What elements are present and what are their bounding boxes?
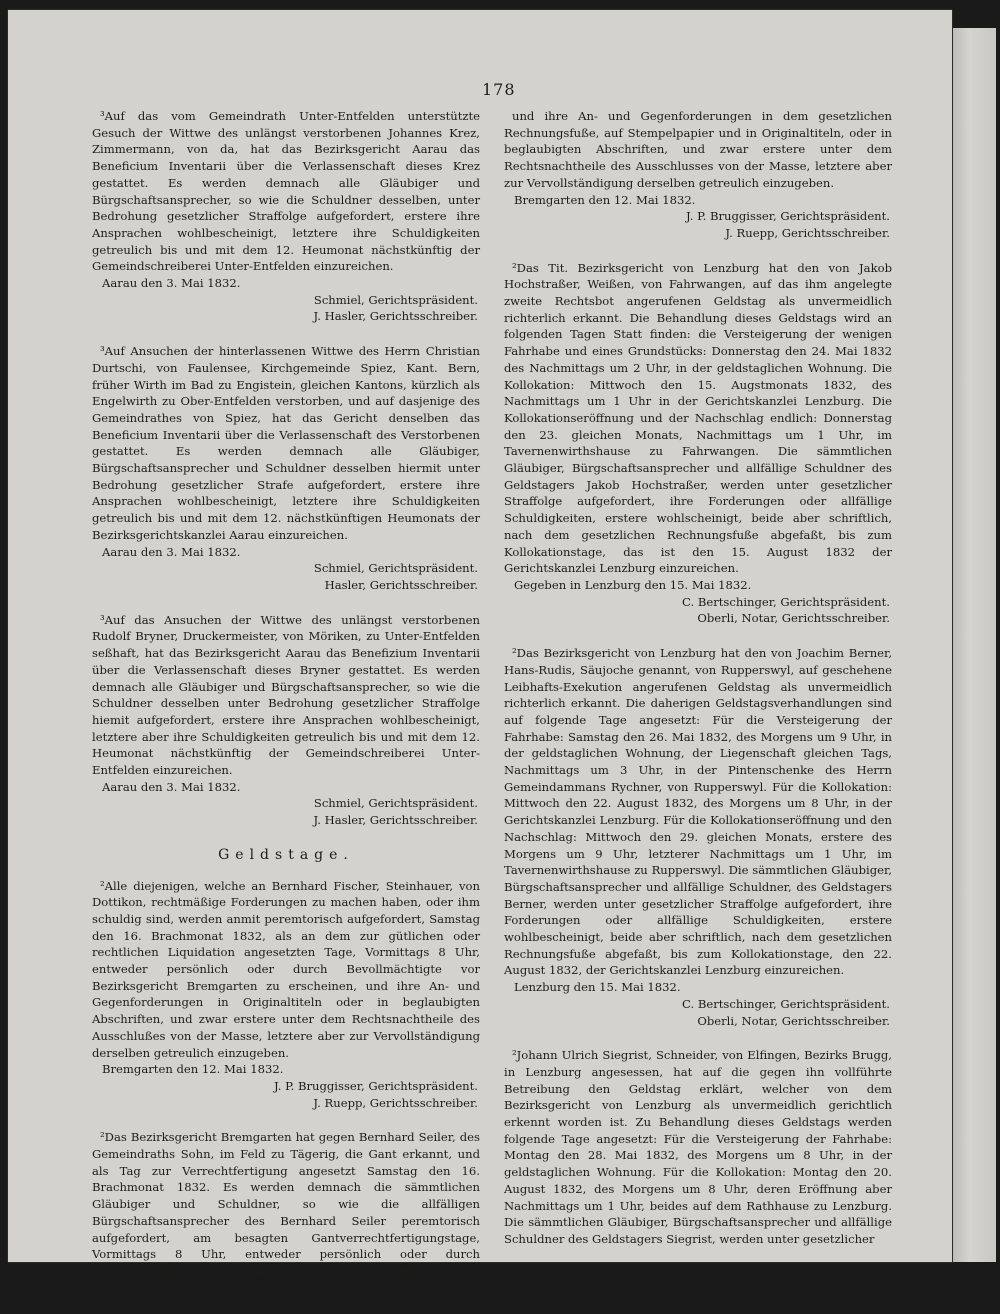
notice-date: Bremgarten den 12. Mai 1832.	[102, 1062, 284, 1077]
notice-text: ²Alle diejenigen, welche an Bernhard Fischer, Steinhauer, von Dottikon, rechtmäßige Forderungen zu machen haben, oder ihm schuldig sind, werden anmit peremtorisch aufgefordert, Samstag den 16. Brachmonat 1832, als an dem zur gütlichen oder rechtlichen Liquidation angesetzten Tage, Vormittags 8 Uhr, entweder persönlich oder durch Bevollmächtigte vor Bezirksgericht Bremgarten zu erscheinen, und ihre An- und Gegenforderungen in Originaltiteln oder in beglaubigten Abschriften, und zwar erstere unter dem Rechtsnachtheile des Ausschlußes von der Masse, letztere aber zur Vervollständigung derselben getreulich einzugeben.	[92, 878, 480, 1060]
notice-entry	[504, 1047, 892, 1247]
notice-signature: J. Ruepp, Gerichtsschreiber.	[725, 225, 890, 240]
notice-text: ²Das Bezirksgericht von Lenzburg hat den von Joachim Berner, Hans-Rudis, Säujoche genannt, von Rupperswyl, auf geschehene Leibhafts-Exekution angerufenen Geldstag als unvermeidlich richterlich erkannt. Die daherigen Geldstagsverhandlungen sind auf folgende Tage angesetzt: Für die Versteigerung der Fahrhabe: Samstag den 26. Mai 1832, des Morgens um 9 Uhr, in der geldstaglichen Wohnung, der Liegenschaft gleichen Tags, Nachmittags um 3 Uhr, in der Pintenschenke des Herrn Gemeindammans Rychner, von Rupperswyl. Für die Kollokation: Mittwoch den 22. August 1832, des Morgens um 8 Uhr, in der Gerichtskanzlei Lenzburg. Für die Kollokationseröffnung und den Nachschlag: Mittwoch den 29. gleichen Monats, erstere des Morgens um 9 Uhr, letzterer Nachmittags um 1 Uhr, im Tavernenwirthshause zu Rupperswyl. Die sämmtlichen Gläubiger, Bürgschaftsansprecher und allfällige Schuldner, des Geldstagers Berner, werden unter gesetzlicher Straffolge aufgefordert, ihre Forderungen oder allfällige Schuldigkeiten, erstere wohlbescheinigt, beide aber schriftlich, nach dem gesetzlichen Rechnungsfuße abgefaßt, bis zum Kollokationstage, den 22. August 1832, der Gerichtskanzlei Lenzburg einzureichen.	[504, 646, 892, 978]
notice-date: Aarau den 3. Mai 1832.	[102, 276, 241, 291]
notice-signature: Schmiel, Gerichtspräsident.	[313, 796, 478, 811]
notice-entry	[92, 1129, 480, 1296]
notice-text: ²Das Tit. Bezirksgericht von Lenzburg hat den von Jakob Hochstraßer, Weißen, von Fahrwangen, auf das ihm angelegte zweite Rechtsbot angerufenen Geldstag als unvermeidlich richterlich erkannt. Die Behandlung dieses Geldstags wird an folgenden Tagen Statt finden: die Versteigerung der wenigen Fahrhabe und eines Grundstücks: Donnerstag den 24. Mai 1832 des Nachmittags um 2 Uhr, in der geldstaglichen Wohnung. Die Kollokation: Mittwoch den 15. Augstmonats 1832, des Nachmittags um 1 Uhr in der Gerichtskanzlei Lenzburg. Die Kollokationseröffnung und der Nachschlag endlich: Donnerstag den 23. gleichen Monats, Nachmittags um 1 Uhr, im Tavernenwirthshause zu Fahrwangen. Die sämmtlichen Gläubiger, Bürgschaftsansprecher und allfällige Schuldner des Geldstagers Jakob Hochstraßer, werden unter gesetzlicher Straffolge aufgefordert, ihre Forderungen oder allfällige Schuldigkeiten, erstere wohlscheinigt, beide aber schriftlich, nach dem gesetzlichen Rechnungsfuße abgefaßt, bis zum Kollokationstage, das ist den 15. August 1832 der Gerichtskanzlei Lenzburg einzureichen.	[504, 260, 892, 576]
notice-date: Gegeben in Lenzburg den 15. Mai 1832.	[514, 577, 752, 592]
notice-text: ³Auf das vom Gemeindrath Unter-Entfelden unterstützte Gesuch der Wittwe des unlängst verstorbenen Johannes Krez, Zimmermann, von da, hat das Bezirksgericht Aarau das Beneficium Inventarii über die Verlassenschaft dieses Krez gestattet. Es werden demnach alle Gläubiger und Bürgschaftsansprecher, so wie die Schuldner desselben, unter Bedrohung gesetzlicher Straffolge aufgefordert, erstere ihre Ansprachen wohlbescheinigt, letztere ihre Schuldigkeiten getreulich bis und mit dem 12. Heumonat nächstkünftig der Gemeindschreiberei Unter-Entfelden einzureichen.	[92, 109, 480, 274]
notice-entry	[504, 260, 892, 627]
notice-entry	[504, 108, 892, 242]
notice-signature: J. P. Bruggisser, Gerichtspräsident.	[686, 209, 890, 224]
notice-text: ³Auf das Ansuchen der Wittwe des unlängst verstorbenen Rudolf Bryner, Druckermeister, von Möriken, zu Unter-Entfelden seßhaft, hat das Bezirksgericht Aarau das Benefizium Inventarii über die Verlassenschaft dieses Bryner gestattet. Es werden demnach alle Gläubiger und Bürgschaftsansprecher, so wie die Schuldner desselben unter Bedrohung gesetzlicher Straffolge hiemit aufgefordert, erstere ihre Ansprachen wohlbescheinigt, letztere aber ihre Schuldigkeiten getreulich bis und mit dem 12. Heumonat nächstkünftig der Gemeindschreiberei Unter-Entfelden einzureichen.	[92, 612, 480, 778]
page-number: 178	[482, 80, 516, 99]
notice-signature: J. Hasler, Gerichtsschreiber.	[313, 309, 478, 324]
notice-date: Aarau den 3. Mai 1832.	[102, 779, 241, 794]
section-heading: Geldstage.	[218, 846, 354, 863]
notice-signature: Hasler, Gerichtsschreiber.	[324, 577, 478, 592]
notice-entry	[504, 645, 892, 1029]
notice-signature: J. Hasler, Gerichtsschreiber.	[313, 813, 478, 828]
left-column	[92, 108, 480, 1314]
notice-signature: Schmiel, Gerichtspräsident.	[313, 561, 478, 576]
right-column	[504, 108, 892, 1266]
notice-signature: Oberli, Notar, Gerichtsschreiber.	[697, 611, 890, 626]
notice-text: ³Auf Ansuchen der hinterlassenen Wittwe des Herrn Christian Durtschi, von Faulensee, Kirchgemeinde Spiez, Kant. Bern, früher Wirth im Bad zu Engistein, gleichen Kantons, kürzlich als Engelwirth zu Ober-Entfelden verstorben, und auf dasjenige des Gemeindrathes von Spiez, hat das Gericht denselben das Beneficium Inventarii über die Verlassenschaft des Verstorbenen gestattet. Es werden demnach alle Gläubiger, Bürgschaftsansprecher und Schuldner desselben hiermit unter Bedrohung gesetzlicher Strafe aufgefordert, erstere ihre Ansprachen wohlbescheinigt, letztere ihre Schuldigkeiten getreulich bis und mit dem 12. nächstkünftigen Heumonats der Bezirksgerichtskanzlei Aarau einzureichen.	[92, 344, 480, 542]
notice-signature: C. Bertschinger, Gerichtspräsident.	[682, 594, 890, 609]
notice-entry	[92, 343, 480, 594]
newspaper-page	[8, 10, 952, 1295]
notice-signature: C. Bertschinger, Gerichtspräsident.	[682, 996, 890, 1011]
notice-text: ²Johann Ulrich Siegrist, Schneider, von Elfingen, Bezirks Brugg, in Lenzburg angesessen, hat auf die gegen ihn vollführte Betreibung den Geldstag erklärt, welcher von dem Bezirksgericht von Lenzburg als unvermeidlich gerichtlich erkennt worden ist. Zu Behandlung dieses Geldstags werden folgende Tage angesetzt: Für die Versteigerung der Fahrhabe: Montag den 28. Mai 1832, des Morgens um 8 Uhr, in der geldstaglichen Wohnung. Für die Kollokation: Montag den 20. August 1832, des Morgens um 8 Uhr, deren Eröffnung aber Nachmittags um 1 Uhr, beides auf dem Rathhause zu Lenzburg. Die sämmtlichen Gläubiger, Bürgschaftsansprecher und allfällige Schuldner des Geldstagers Siegrist, werden unter gesetzlicher	[504, 1048, 892, 1246]
notice-entry	[92, 878, 480, 1112]
notice-date: Bremgarten den 12. Mai 1832.	[514, 192, 696, 207]
notice-entry	[92, 108, 480, 325]
notice-signature: Schmiel, Gerichtspräsident.	[313, 292, 478, 307]
notice-date: Lenzburg den 15. Mai 1832.	[514, 980, 681, 995]
notice-signature: J. P. Bruggisser, Gerichtspräsident.	[274, 1078, 478, 1093]
notice-text: ²Das Bezirksgericht Bremgarten hat gegen Bernhard Seiler, des Gemeindraths Sohn, im Feld zu Tägerig, die Gant erkannt, und als Tag zur Verrechtfertigung angesetzt Samstag den 16. Brachmonat 1832. Es werden demnach die sämmtlichen Gläubiger und Schuldner, so wie die allfälligen Bürgschaftsansprecher des Bernhard Seiler peremtorisch aufgefordert, am besagten Gantverrechtfertigungstage, Vormittags 8 Uhr, entweder persönlich oder durch Bevollmächtigte, vor dem Bezirksgericht Bremgarten zu erscheinen,	[92, 1130, 480, 1295]
notice-entry	[92, 612, 480, 829]
adjacent-page-edge	[952, 28, 996, 1262]
notice-signature: Oberli, Notar, Gerichtsschreiber.	[697, 1013, 890, 1028]
notice-date: Aarau den 3. Mai 1832.	[102, 544, 241, 559]
notice-signature: J. Ruepp, Gerichtsschreiber.	[313, 1095, 478, 1110]
notice-text: und ihre An- und Gegenforderungen in dem gesetzlichen Rechnungsfuße, auf Stempelpapier und in Originaltiteln, oder in beglaubigten Abschriften, und zwar erstere unter dem Rechtsnachtheile des Ausschlusses von der Masse, letztere aber zur Vervollständigung derselben getreulich einzugeben.	[504, 109, 892, 190]
